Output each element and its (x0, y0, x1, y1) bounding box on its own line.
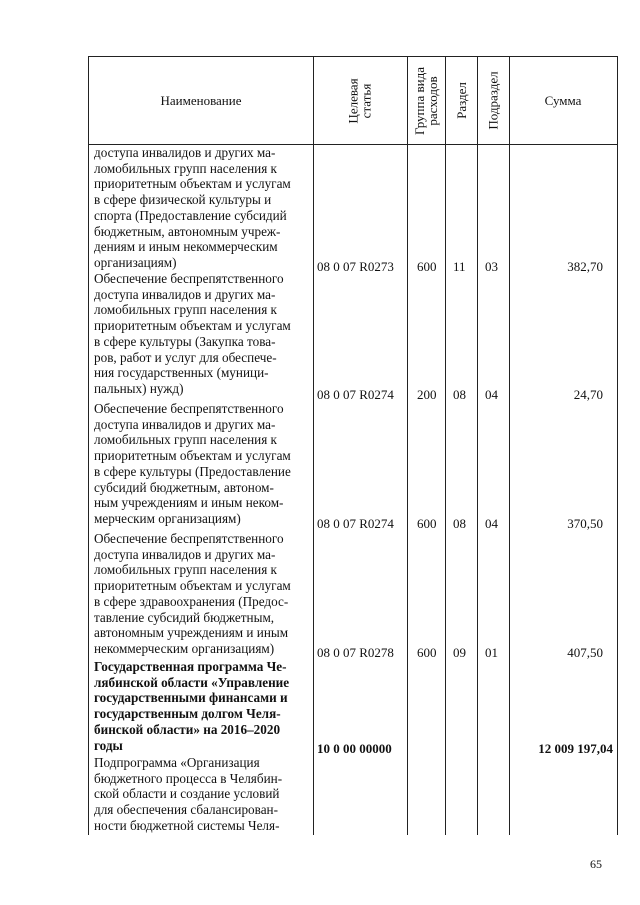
row-code: 08 0 07 R0274 (317, 516, 394, 531)
header-target (313, 57, 407, 144)
header-group-line1: Группа вида (412, 66, 428, 135)
header-sum-label: Сумма (544, 93, 582, 108)
row-name-line: доступа инвалидов и других ма- (94, 546, 276, 562)
row-code: 08 0 07 R0274 (317, 387, 394, 402)
column-divider (445, 57, 446, 835)
row-name-line: ным учреждениям и иным неком- (94, 495, 284, 511)
header-name (89, 57, 313, 144)
row-group: 600 (417, 516, 437, 531)
row-name-line: бюджетным, автономным учреж- (94, 223, 281, 239)
row-name-line: автономным учреждениям и иным (94, 625, 289, 641)
row-name-line: Подпрограмма «Организация (94, 755, 260, 770)
row-sum: 370,50 (567, 516, 603, 531)
row-section: 11 (453, 259, 466, 274)
header-target-line1: Целевая (345, 77, 361, 124)
column-divider (407, 57, 408, 835)
row-name-line: ния государственных (муници- (94, 365, 269, 381)
row-name-line: в сфере физической культуры и (94, 192, 272, 208)
row-name-line: мерческим организациям) (94, 510, 241, 526)
row-name-line: приоритетным объектам и услугам (94, 176, 291, 192)
row-name-line: приоритетным объектам и услугам (94, 318, 291, 334)
row-name-line: в сфере культуры (Предоставление (94, 463, 291, 479)
row-group: 600 (417, 645, 437, 660)
row-subsection: 04 (485, 387, 498, 402)
row-sum: 382,70 (567, 259, 603, 274)
row-name-line: ломобильных групп населения к (94, 432, 277, 448)
row-sum: 407,50 (567, 645, 603, 660)
row-name-line: бинской области» на 2016–2020 (94, 721, 281, 737)
header-name-label: Наименование (160, 93, 242, 108)
header-section-label: Раздел (453, 82, 469, 119)
row-name-line: ломобильных групп населения к (94, 302, 277, 318)
row-name (94, 755, 306, 834)
row-name-line: доступа инвалидов и других ма- (94, 286, 276, 302)
header-target-line2: статья (358, 83, 374, 118)
row-group: 200 (417, 387, 437, 402)
row-sum: 24,70 (573, 387, 603, 402)
row-name-line: бюджетного процесса в Челябин- (94, 770, 283, 786)
row-name-line: субсидий бюджетным, автоном- (94, 479, 274, 495)
budget-table (88, 56, 618, 835)
header-group-line2: расходов (425, 75, 441, 126)
row-sum: 12 009 197,04 (538, 741, 613, 756)
row-name-line: Государственная программа Че- (94, 659, 287, 674)
row-name-line: пальных) нужд) (94, 380, 184, 396)
row-name-line: некоммерческим организациям) (94, 640, 275, 656)
row-code: 08 0 07 R0278 (317, 645, 394, 660)
row-name-line: приоритетным объектам и услугам (94, 448, 291, 464)
row-name-line: в сфере здравоохранения (Предос- (94, 593, 289, 609)
row-name-line: годы (94, 737, 123, 753)
header-group (407, 57, 445, 144)
header-section (445, 57, 477, 144)
header-target-label (347, 78, 373, 123)
row-name-line: Обеспечение беспрепятственного (94, 531, 284, 546)
row-group: 600 (417, 259, 437, 274)
row-name-line: тавление субсидий бюджетным, (94, 609, 275, 625)
row-name-line: организациям) (94, 254, 177, 270)
row-name-line: приоритетным объектам и услугам (94, 578, 291, 594)
row-name-line: ской области и создание условий (94, 786, 280, 802)
header-group-label (413, 67, 439, 135)
column-divider (509, 57, 510, 835)
row-name-line: спорта (Предоставление субсидий (94, 207, 287, 223)
row-section: 09 (453, 645, 466, 660)
column-divider (477, 57, 478, 835)
row-name-line: Обеспечение беспрепятственного (94, 271, 284, 286)
row-name-line: для обеспечения сбалансирован- (94, 802, 279, 818)
row-name (94, 271, 306, 397)
row-code: 08 0 07 R0273 (317, 259, 394, 274)
row-name-line: ломобильных групп населения к (94, 160, 277, 176)
row-code: 10 0 00 00000 (317, 741, 392, 756)
header-subsection-label: Подраздел (485, 71, 501, 130)
row-name-line: государственным долгом Челя- (94, 706, 281, 722)
page-number: 65 (590, 857, 602, 871)
row-name-line: ров, работ и услуг для обеспече- (94, 349, 277, 365)
row-name-line: в сфере культуры (Закупка това- (94, 333, 276, 349)
row-subsection: 03 (485, 259, 498, 274)
row-name-line: Обеспечение беспрепятственного (94, 401, 284, 416)
row-name (94, 659, 306, 753)
row-name-line: ности бюджетной системы Челя- (94, 817, 280, 833)
row-name-line: доступа инвалидов и других ма- (94, 145, 276, 160)
row-name (94, 531, 306, 657)
row-subsection: 01 (485, 645, 498, 660)
row-name-line: ломобильных групп населения к (94, 562, 277, 578)
row-name-line: дениям и иным некоммерческим (94, 239, 278, 255)
column-divider (313, 57, 314, 835)
header-sum (509, 57, 617, 144)
row-name-line: лябинской области «Управление (94, 674, 290, 690)
header-subsection (477, 57, 509, 144)
row-name-line: доступа инвалидов и других ма- (94, 416, 276, 432)
row-section: 08 (453, 387, 466, 402)
row-subsection: 04 (485, 516, 498, 531)
row-name (94, 145, 306, 271)
row-section: 08 (453, 516, 466, 531)
row-name-line: государственными финансами и (94, 690, 288, 706)
row-name (94, 401, 306, 527)
